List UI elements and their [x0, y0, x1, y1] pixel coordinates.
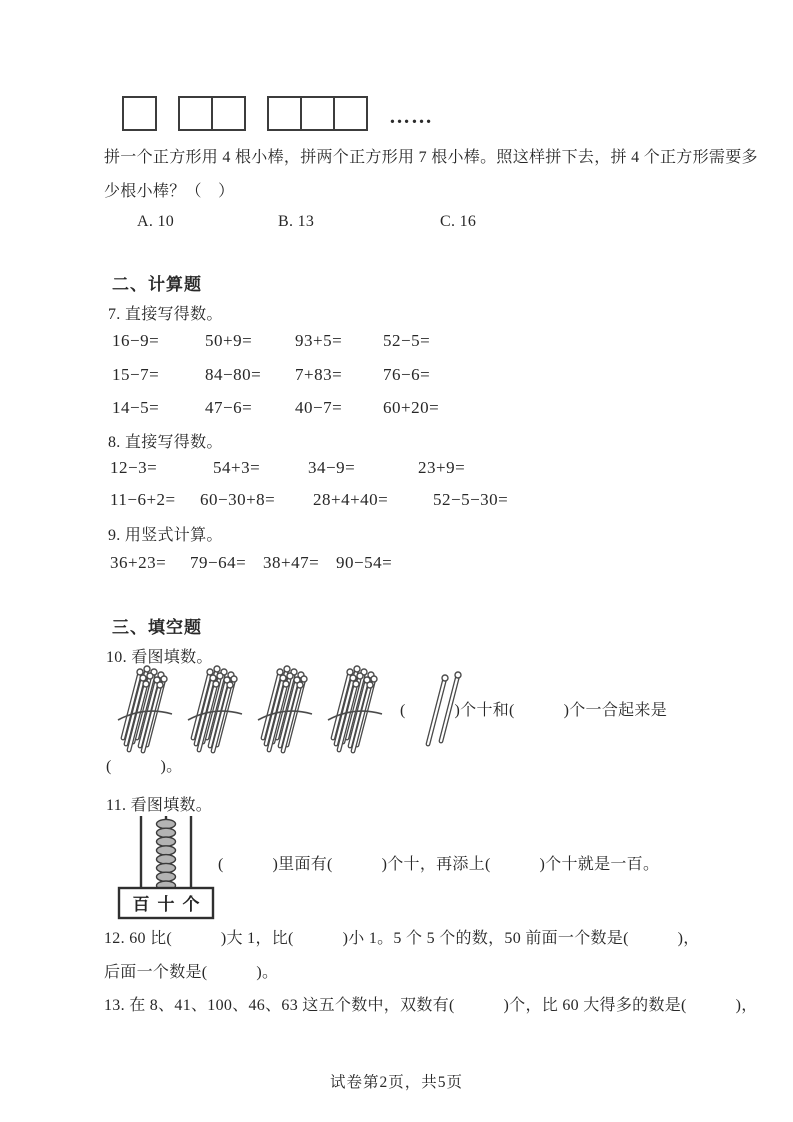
ellipsis-dots: ……	[389, 104, 433, 128]
math-expression: 12−3=	[110, 458, 158, 477]
square	[333, 96, 368, 131]
bundle-of-ten-sticks	[118, 666, 172, 751]
squares-figure	[122, 96, 433, 131]
math-expression: 47−6=	[205, 398, 253, 417]
math-expression: 50+9=	[205, 331, 253, 350]
bundle-of-ten-sticks	[258, 666, 312, 751]
abacus-bead	[157, 837, 176, 846]
abacus-bead	[157, 855, 176, 864]
math-expression: 60+20=	[383, 398, 440, 417]
math-expression: 34−9=	[308, 458, 356, 477]
math-expression: 93+5=	[295, 331, 343, 350]
math-expression: 14−5=	[112, 398, 160, 417]
square-group	[178, 96, 246, 131]
abacus-figure	[116, 808, 216, 926]
bundle-of-ten-sticks	[328, 666, 382, 751]
square	[267, 96, 302, 131]
abacus-bead	[157, 846, 176, 855]
q12-line-2: 后面一个数是( )。	[104, 963, 279, 981]
q10-fill-blank-line: ( )个十和( )个一合起来是	[400, 702, 668, 719]
q10-label: 10. 看图填数。	[106, 649, 213, 666]
abacus-bead	[157, 872, 176, 881]
square	[122, 96, 157, 131]
abacus-bead	[157, 863, 176, 872]
q7-row-2	[112, 365, 439, 399]
abacus-bead	[157, 828, 176, 837]
math-expression: 28+4+40=	[313, 489, 389, 509]
section-title-fill-blank: 三、填空题	[112, 618, 202, 637]
q8-row-1	[110, 458, 508, 490]
math-expression: 54+3=	[213, 458, 261, 477]
abacus-label-tens: 十	[157, 895, 175, 914]
q8-row-2	[110, 490, 508, 522]
abacus-label-ones: 个	[182, 895, 200, 914]
abacus-beads	[157, 819, 176, 890]
page-footer: 试卷第2页，共5页	[329, 1074, 463, 1091]
square-group	[122, 96, 157, 131]
math-expression: 15−7=	[112, 364, 160, 384]
abacus-bead	[157, 819, 176, 828]
math-expression: 38+47=	[263, 553, 320, 572]
q10-fill-blank-below: ( )。	[106, 758, 183, 775]
section-title-calculation: 二、计算题	[112, 275, 202, 294]
math-expression: 16−9=	[112, 331, 160, 350]
q9-problems	[110, 553, 392, 573]
q8-problems	[110, 458, 508, 521]
q7-row-1	[112, 331, 439, 365]
q11-label: 11. 看图填数。	[106, 797, 213, 814]
math-expression: 52−5−30=	[433, 489, 509, 509]
math-expression: 52−5=	[383, 331, 431, 350]
bundle-of-ten-sticks	[188, 666, 242, 751]
option-b: B. 13	[278, 213, 315, 230]
square-group	[267, 96, 368, 131]
math-expression: 84−80=	[205, 364, 262, 384]
q8-label: 8. 直接写得数。	[108, 434, 223, 451]
question-6-line-2: 少根小棒？（ ）	[104, 182, 235, 200]
question-6-text	[104, 141, 758, 208]
q12-text	[104, 922, 700, 989]
math-expression: 11−6+2=	[110, 489, 176, 509]
square	[300, 96, 335, 131]
math-expression: 60−30+8=	[200, 489, 276, 509]
abacus-label-hundreds: 百	[132, 895, 150, 914]
math-expression: 90−54=	[336, 553, 393, 572]
math-expression: 76−6=	[383, 364, 431, 384]
math-expression: 23+9=	[418, 458, 466, 477]
math-expression: 40−7=	[295, 398, 343, 417]
q13-text: 13. 在 8、41、100、46、63 这五个数中，双数有( )个，比 60 大得多的数是( )，	[104, 997, 758, 1014]
option-c: C. 16	[440, 213, 477, 230]
question-6-line-1: 拼一个正方形用 4 根小棒，拼两个正方形用 7 根小棒。照这样拼下去，拼 4 个正方形需要多	[104, 149, 758, 166]
option-a: A. 10	[137, 213, 175, 230]
q7-label: 7. 直接写得数。	[108, 306, 223, 323]
q11-fill-blank-line: ( )里面有( )个十，再添上( )个十就是一百。	[218, 856, 660, 873]
math-expression: 79−64=	[190, 553, 247, 572]
q9-label: 9. 用竖式计算。	[108, 527, 223, 544]
math-expression: 7+83=	[295, 364, 343, 384]
square	[211, 96, 246, 131]
math-expression: 36+23=	[110, 553, 167, 572]
square	[178, 96, 213, 131]
q12-line-1: 12. 60 比( )大 1，比( )小 1。5 个 5 个的数，50 前面一个数是( )，	[104, 930, 700, 947]
q7-problems	[112, 331, 439, 432]
